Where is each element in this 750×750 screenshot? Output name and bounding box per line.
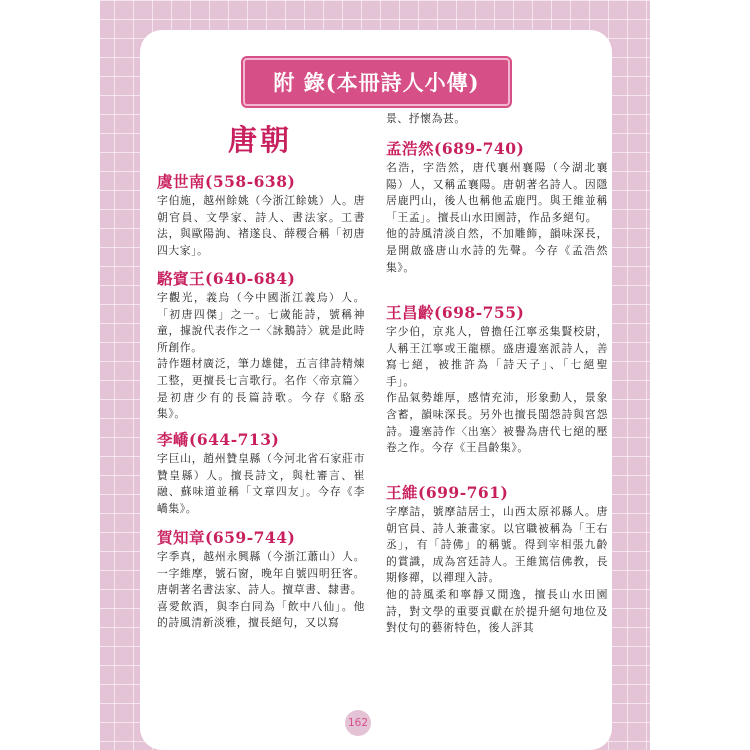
poet-bio: 作品氣勢雄厚，感情充沛，形象動人，景象含蓄，韻味深長。另外也擅長閨怨詩與宮怨詩。邊塞詩作〈出塞〉被譽為唐代七絕的壓卷之作。今存《王昌齡集》。 <box>386 391 608 455</box>
poet-bio: 他的詩風柔和寧靜又閒逸，擅長山水田園詩，對文學的重要貢獻在於提升絕句地位及對仗句的藝術特色，後人評其 <box>386 587 608 635</box>
dynasty-heading: 唐朝 <box>228 123 293 157</box>
continued-text: 景、抒懷為甚。 <box>386 112 466 125</box>
poet-entry <box>157 528 365 632</box>
page-number: 162 <box>345 710 371 736</box>
poet-bio: 喜愛飲酒，與李白同為「飲中八仙」。他的詩風清新淡雅，擅長絕句，又以寫 <box>157 599 365 630</box>
poet-entry <box>157 269 365 423</box>
poet-bio: 字摩詰，號摩詰居士，山西太原祁縣人。唐朝官員、詩人兼畫家。以官職被稱為「王右丞」，有「詩佛」的稱號。得到宰相張九齡的賞識，成為宮廷詩人。王維篤信佛教，長期修禪，以禪理入詩。 <box>386 505 608 585</box>
poet-entry <box>157 172 365 259</box>
poet-entry <box>157 430 365 517</box>
poet-bio: 他的詩風清淡自然，不加雕飾，韻味深長，是開啟盛唐山水詩的先聲。今存《孟浩然集》。 <box>386 227 608 274</box>
poet-entry <box>386 139 608 276</box>
left-margin <box>0 0 100 750</box>
poet-bio: 字伯施，越州餘姚（今浙江餘姚）人。唐朝官員、文學家、詩人、書法家。工書法，與歐陽詢、褚遂良、薛稷合稱「初唐四大家」。 <box>157 194 365 257</box>
poet-entry <box>386 483 608 637</box>
poet-bio: 字少伯，京兆人，曾擔任江寧丞集賢校尉，人稱王江寧或王龍標。盛唐邊塞派詩人，善寫七絕，被推許為「詩天子」、「七絕聖手」。 <box>386 325 608 388</box>
poet-bio: 字巨山，趙州贊皇縣（今河北省石家莊市贊皇縣）人。擅長詩文，與杜審言、崔融、蘇味道並稱「文章四友」。今存《李嶠集》。 <box>157 452 365 515</box>
appendix-banner: 附 錄(本冊詩人小傳) <box>243 58 510 106</box>
poet-bio: 詩作題材廣泛，筆力雄健，五言律詩精煉工整，更擅長七言歌行。名作〈帝京篇〉是初唐少有的長篇詩歌。今存《駱丞集》。 <box>157 357 365 421</box>
poet-name: 駱賓王(640-684) <box>157 269 296 288</box>
poet-bio: 名浩，字浩然，唐代襄州襄陽（今湖北襄陽）人，又稱孟襄陽。唐朝著名詩人。因隱居鹿門山，後人也稱他孟鹿門。與王維並稱「王孟」。擅長山水田園詩，作品多絕句。 <box>386 161 608 224</box>
right-margin <box>650 0 750 750</box>
poet-name: 王維(699-761) <box>386 483 509 502</box>
poet-name: 孟浩然(689-740) <box>386 139 525 158</box>
poet-bio: 字觀光，義烏（今中國浙江義烏）人。「初唐四傑」之一。七歲能詩，號稱神童，據說代表作之一〈詠鵝詩〉就是此時所創作。 <box>157 291 365 354</box>
poet-name: 虞世南(558-638) <box>157 172 296 191</box>
poet-name: 王昌齡(698-755) <box>386 303 525 322</box>
poet-entry <box>386 303 608 457</box>
poet-bio: 字季真，越州永興縣（今浙江蕭山）人。一字維摩，號石窗，晚年自號四明狂客。唐朝著名書法家、詩人。擅草書、隸書。 <box>157 550 365 597</box>
poet-name: 賀知章(659-744) <box>157 528 296 547</box>
poet-name: 李嶠(644-713) <box>157 430 280 449</box>
